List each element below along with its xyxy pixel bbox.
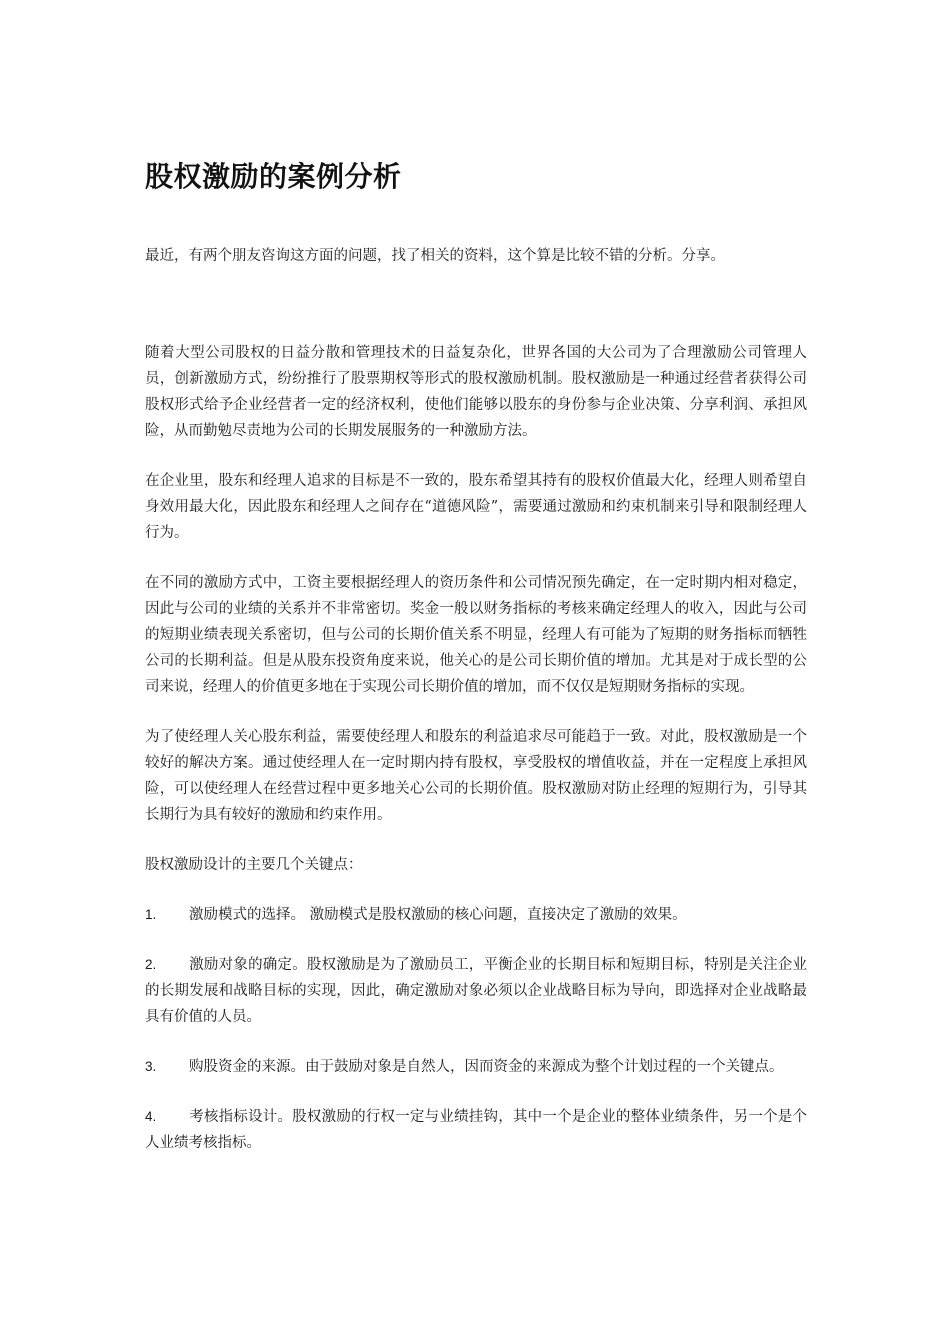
document-page bbox=[145, 150, 807, 1151]
list-text: 考核指标设计。股权激励的行权一定与业绩挂钩，其中一个是企业的整体业绩条件，另一个是个人业绩考核指标。 bbox=[145, 1109, 807, 1151]
body-paragraph: 随着大型公司股权的日益分散和管理技术的日益复杂化，世界各国的大公司为了合理激励公司管理人员，创新激励方式，纷纷推行了股票期权等形式的股权激励机制。股权激励是一种通过经营者获得公司股权形式给予企业经营者一定的经济权利，使他们能够以股东的身份参与企业决策、分享利润、承担风险，从而勤勉尽责地为公司的长期发展服务的一种激励方法。 bbox=[145, 345, 807, 439]
list-item bbox=[145, 952, 807, 1030]
list-number: 4. bbox=[145, 1109, 157, 1124]
list-item bbox=[145, 1104, 807, 1156]
list-item bbox=[145, 1054, 807, 1080]
list-text: 激励模式的选择。 激励模式是股权激励的核心问题，直接决定了激励的效果。 bbox=[189, 907, 687, 923]
document-title: 股权激励的案例分析 bbox=[145, 160, 402, 193]
intro-paragraph: 最近，有两个朋友咨询这方面的问题，找了相关的资料，这个算是比较不错的分析。分享。 bbox=[145, 248, 725, 264]
list-number: 2. bbox=[145, 957, 157, 972]
body-paragraph: 在不同的激励方式中，工资主要根据经理人的资历条件和公司情况预先确定，在一定时期内相对稳定，因此与公司的业绩的关系并不非常密切。奖金一般以财务指标的考核来确定经理人的收入，因此与公司的短期业绩表现关系密切，但与公司的长期价值关系不明显，经理人有可能为了短期的财务指标而牺牲公司的长期利益。但是从股东投资角度来说，他关心的是公司长期价值的增加。尤其是对于成长型的公司来说，经理人的价值更多地在于实现公司长期价值的增加，而不仅仅是短期财务指标的实现。 bbox=[145, 575, 807, 695]
list-heading: 股权激励设计的主要几个关键点： bbox=[145, 857, 363, 873]
list-text: 购股资金的来源。由于鼓励对象是自然人，因而资金的来源成为整个计划过程的一个关键点。 bbox=[189, 1059, 784, 1075]
list-text: 激励对象的确定。股权激励是为了激励员工，平衡企业的长期目标和短期目标，特别是关注企业的长期发展和战略目标的实现，因此，确定激励对象必须以企业战略目标为导向，即选择对企业战略最具有价值的人员。 bbox=[145, 957, 807, 1025]
list-item bbox=[145, 902, 807, 928]
body-paragraph: 为了使经理人关心股东利益，需要使经理人和股东的利益追求尽可能趋于一致。对此，股权激励是一个较好的解决方案。通过使经理人在一定时期内持有股权，享受股权的增值收益，并在一定程度上承担风险，可以使经理人在经营过程中更多地关心公司的长期价值。股权激励对防止经理的短期行为，引导其长期行为具有较好的激励和约束作用。 bbox=[145, 729, 807, 823]
document-body bbox=[145, 340, 807, 1180]
list-number: 3. bbox=[145, 1059, 157, 1074]
body-paragraph: 在企业里，股东和经理人追求的目标是不一致的，股东希望其持有的股权价值最大化，经理人则希望自身效用最大化，因此股东和经理人之间存在“道德风险”，需要通过激励和约束机制来引导和限制经理人行为。 bbox=[145, 473, 807, 541]
list-number: 1. bbox=[145, 907, 157, 922]
